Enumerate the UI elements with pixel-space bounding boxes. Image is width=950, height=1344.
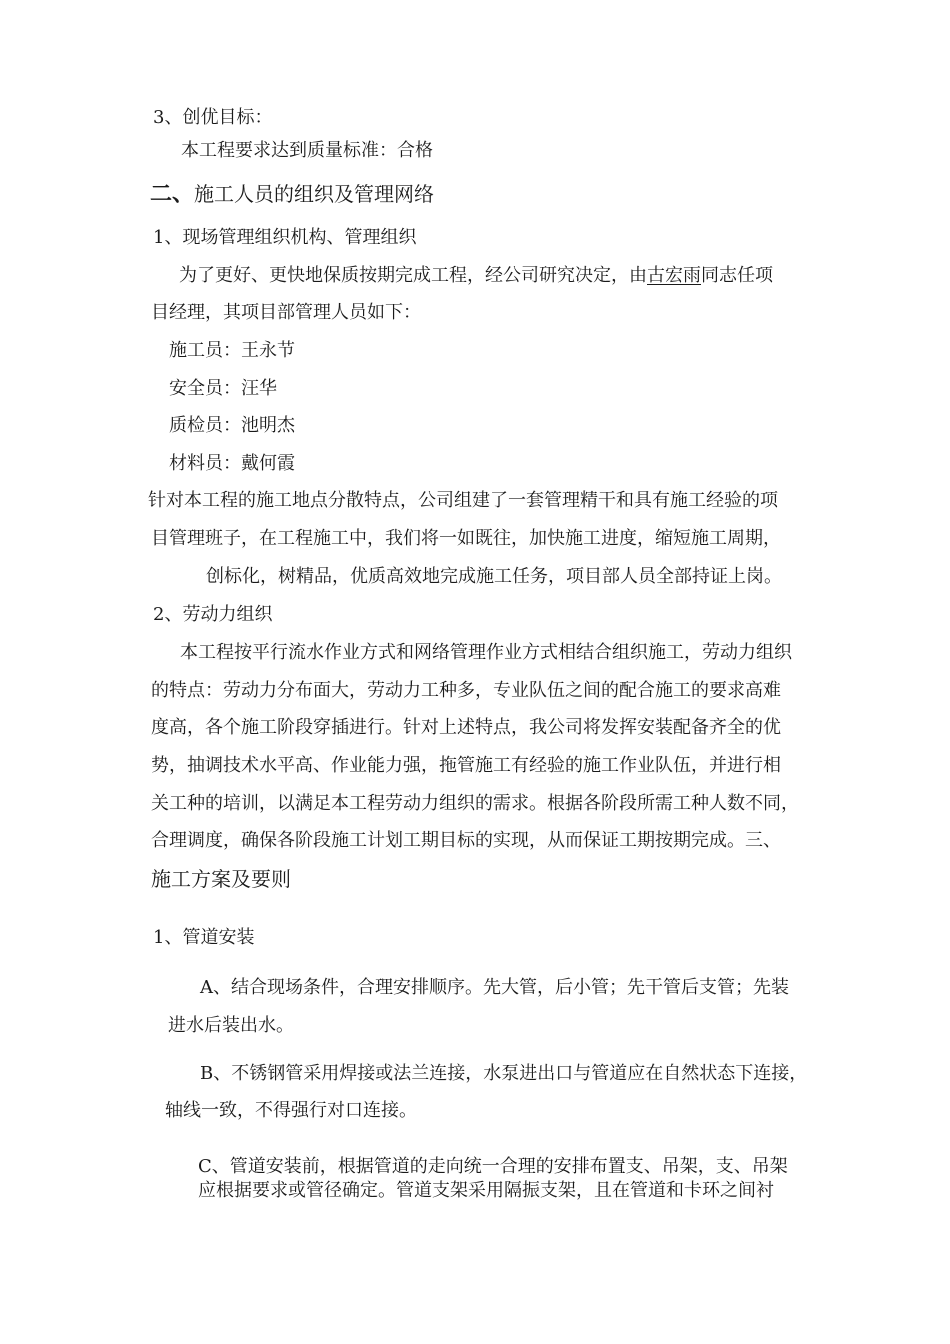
staff-item: 安全员：汪华	[169, 378, 277, 399]
paragraph-line: 创标化，树精品，优质高效地完成施工任务，项目部人员全部持证上岗。	[206, 566, 782, 587]
staff-item: 施工员：王永节	[169, 340, 295, 361]
paragraph-line: 合理调度，确保各阶段施工计划工期目标的实现，从而保证工期按期完成。三、	[151, 830, 781, 851]
item-a-line: A、结合现场条件，合理安排顺序。先大管，后小管；先干管后支管；先装	[200, 977, 789, 998]
section-three-title: 施工方案及要则	[151, 867, 291, 891]
subsection-heading: 1、现场管理组织机构、管理组织	[153, 227, 417, 248]
item-a-line: 进水后装出水。	[168, 1015, 294, 1036]
paragraph-line: 关工种的培训，以满足本工程劳动力组织的需求。根据各阶段所需工种人数不同，	[151, 793, 799, 814]
paragraph-line: 目经理，其项目部管理人员如下：	[151, 302, 421, 323]
section-number: 二、	[150, 182, 195, 207]
paragraph-text: 同志任项	[701, 265, 773, 286]
quality-goal-heading: 3、创优目标：	[153, 107, 273, 128]
staff-item: 材料员：戴何霞	[169, 453, 295, 474]
section-title: 施工人员的组织及管理网络	[194, 182, 435, 206]
paragraph-line: 的特点：劳动力分布面大，劳动力工种多，专业队伍之间的配合施工的要求高难	[151, 680, 781, 701]
subsection-heading: 2、劳动力组织	[153, 604, 273, 625]
paragraph-line: 目管理班子，在工程施工中，我们将一如既往，加快施工进度，缩短施工周期，	[151, 528, 781, 549]
quality-goal-text: 本工程要求达到质量标准：合格	[181, 140, 433, 161]
paragraph-line: 势，抽调技术水平高、作业能力强，拖管施工有经验的施工作业队伍，并进行相	[151, 755, 781, 776]
manager-name: 古宏雨	[647, 265, 701, 286]
subsection-heading: 1、管道安装	[153, 927, 255, 948]
item-b-line: 轴线一致，不得强行对口连接。	[165, 1100, 417, 1121]
paragraph-line	[179, 264, 773, 288]
item-c-line: 应根据要求或管径确定。管道支架采用隔振支架，且在管道和卡环之间衬	[198, 1180, 774, 1201]
staff-item: 质检员：池明杰	[169, 415, 295, 436]
paragraph-text: 为了更好、更快地保质按期完成工程，经公司研究决定，由	[179, 265, 647, 286]
paragraph-line: 度高，各个施工阶段穿插进行。针对上述特点，我公司将发挥安装配备齐全的优	[151, 717, 781, 738]
paragraph-line: 本工程按平行流水作业方式和网络管理作业方式相结合组织施工，劳动力组织	[180, 642, 792, 663]
item-b-line: B、不锈钢管采用焊接或法兰连接，水泵进出口与管道应在自然状态下连接，	[200, 1063, 808, 1084]
paragraph-line: 针对本工程的施工地点分散特点，公司组建了一套管理精干和具有施工经验的项	[148, 490, 778, 511]
item-c-line: C、管道安装前，根据管道的走向统一合理的安排布置支、吊架，支、吊架	[198, 1156, 788, 1177]
section-two-heading	[150, 180, 434, 209]
